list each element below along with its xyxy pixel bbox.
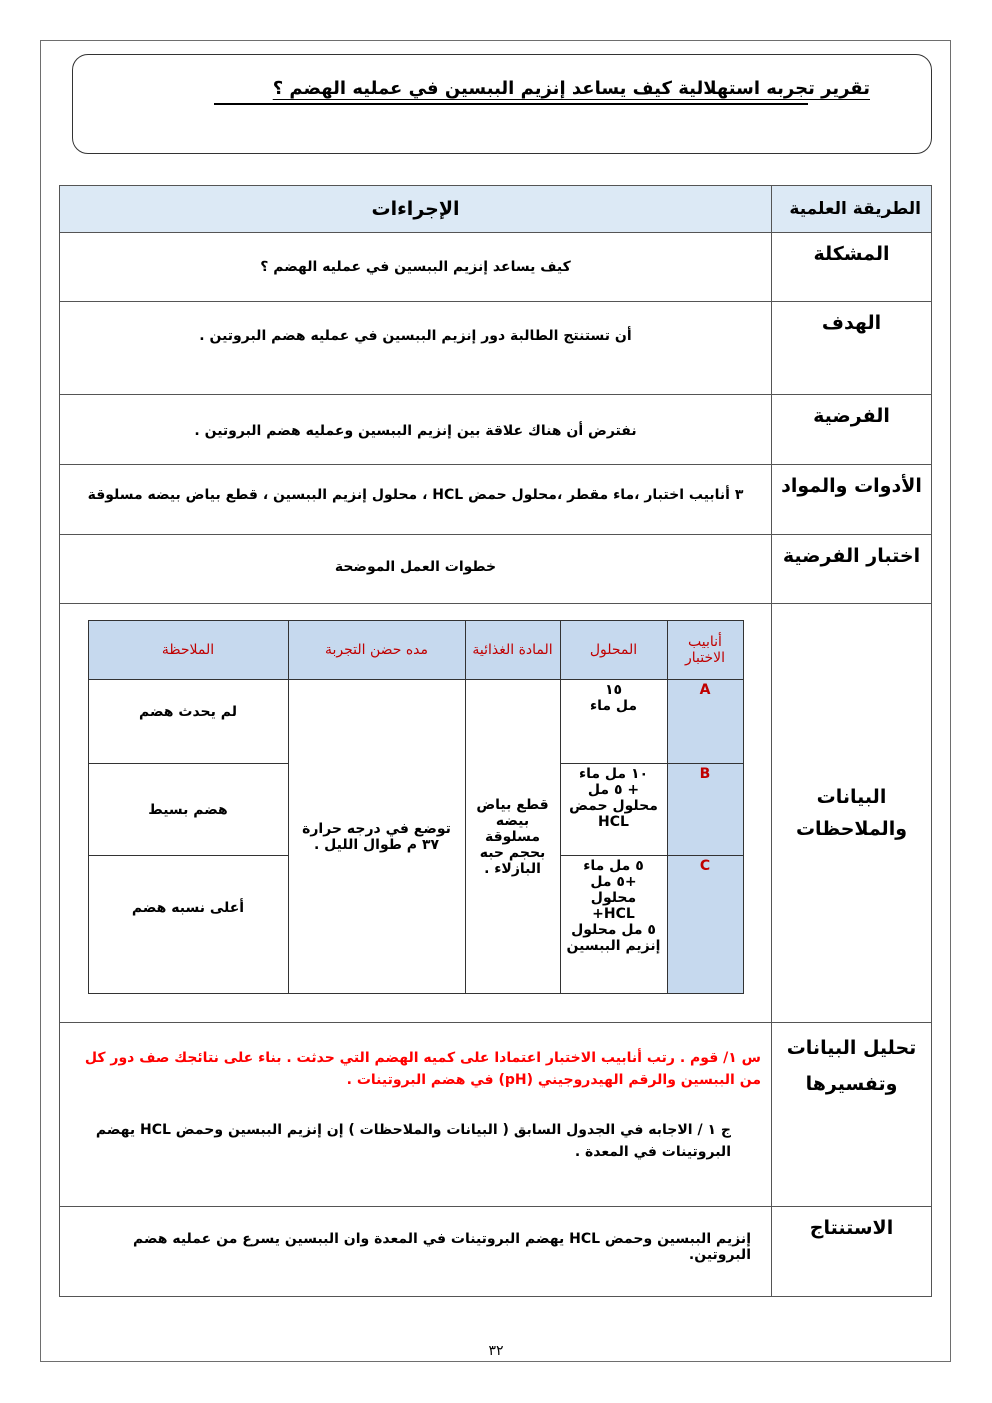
- incubation-line: ٣٧ م طوال الليل .: [313, 836, 440, 853]
- solution-header: المحلول: [560, 621, 667, 680]
- data-label: [772, 604, 932, 1023]
- conclusion-label: الاستنتاج: [772, 1207, 932, 1297]
- solution-line: ٥ مل محلول: [571, 922, 656, 938]
- tube-c-observation: أعلى نسبه هضم: [88, 856, 288, 994]
- tools-text: ٣ أنابيب اختبار ،ماء مقطر ،محلول حمض HCL ، محلول إنزيم الببسين ، قطع بياض بيضه مسلوقة: [60, 465, 772, 535]
- tube-a-solution: [560, 680, 667, 764]
- solution-line: HCL: [598, 814, 629, 830]
- solution-line: +٥ مل: [590, 874, 637, 890]
- goal-text: أن تستنتج الطالبة دور إنزيم الببسين في عمليه هضم البروتين .: [60, 302, 772, 395]
- solution-line: إنزيم الببسين: [566, 938, 661, 954]
- observations-table: [88, 620, 744, 994]
- data-label-line1: البيانات: [816, 786, 887, 808]
- analysis-label: [772, 1023, 932, 1207]
- food-cell: [465, 680, 560, 994]
- testing-label: اختبار الفرضية: [772, 535, 932, 604]
- incubation-cell: [288, 680, 465, 994]
- tube-b-label: B: [667, 764, 743, 856]
- solution-line: + ٥ مل: [587, 782, 640, 798]
- procedures-header: الإجراءات: [60, 186, 772, 233]
- food-line: البازلاء .: [484, 860, 541, 877]
- report-table: [59, 185, 932, 1297]
- table-row: [88, 680, 743, 764]
- page-number: ٣٢: [488, 1343, 504, 1359]
- tube-c-label: C: [667, 856, 743, 994]
- testing-text: خطوات العمل الموضحة: [60, 535, 772, 604]
- tubes-header: أنابيب الاختبار: [667, 621, 743, 680]
- tube-b-observation: هضم بسيط: [88, 764, 288, 856]
- solution-line: محلول حمض: [569, 798, 658, 814]
- food-line: مسلوقة: [484, 828, 541, 845]
- incubation-header: مده حضن التجربة: [288, 621, 465, 680]
- hypothesis-label: الفرضية: [772, 395, 932, 465]
- tube-a-label: A: [667, 680, 743, 764]
- page-title: تقرير تجربه استهلالية كيف يساعد إنزيم الببسين في عمليه الهضم ؟: [272, 78, 870, 99]
- tube-b-solution: [560, 764, 667, 856]
- conclusion-text: إنزيم الببسين وحمض HCL يهضم البروتينات في المعدة وان الببسين يسرع من عمليه هضم البروتين.: [60, 1207, 772, 1297]
- incubation-line: توضع في درجه حرارة: [302, 820, 451, 837]
- tube-c-solution: [560, 856, 667, 994]
- solution-line: HCL+: [592, 906, 635, 922]
- method-header: الطريقة العلمية: [772, 186, 932, 233]
- food-header: المادة الغذائية: [465, 621, 560, 680]
- problem-text: كيف يساعد إنزيم الببسين في عمليه الهضم ؟: [60, 233, 772, 302]
- solution-line: ١٥: [604, 682, 623, 698]
- solution-line: مل ماء: [589, 698, 638, 714]
- food-line: بيضه: [495, 812, 530, 829]
- tools-label: الأدوات والمواد: [772, 465, 932, 535]
- data-cell: [60, 604, 772, 1023]
- solution-line: ٥ مل ماء: [583, 858, 644, 874]
- analysis-cell: [60, 1023, 772, 1207]
- solution-line: ١٠ مل ماء: [578, 766, 649, 782]
- problem-label: المشكلة: [772, 233, 932, 302]
- food-line: قطع بياض: [476, 796, 549, 813]
- analysis-question: س ١/ قوم . رتب أنابيب الاختبار اعتمادا على كميه الهضم التي حدثت . بناء على نتائجك صف دور كل من الببسين والرقم الهيدروجيني (pH) في هضم البروتينات .: [84, 1050, 761, 1088]
- analysis-label-line2: وتفسيرها: [805, 1073, 898, 1095]
- analysis-answer: ج ١ / الاجابه في الجدول السابق ( البيانات والملاحظات ) إن إنزيم الببسين وحمض HCL يهضم البروتينات في المعدة .: [95, 1122, 731, 1160]
- tube-a-observation: لم يحدث هضم: [88, 680, 288, 764]
- data-label-line2: والملاحظات: [795, 818, 908, 840]
- analysis-label-line1: تحليل البيانات: [786, 1037, 917, 1059]
- hypothesis-text: نفترض أن هناك علاقة بين إنزيم الببسين وعمليه هضم البروتين .: [60, 395, 772, 465]
- food-line: بحجم حبه: [479, 844, 546, 861]
- goal-label: الهدف: [772, 302, 932, 395]
- solution-line: محلول: [590, 890, 637, 906]
- observation-header: الملاحظة: [88, 621, 288, 680]
- title-underline: [214, 103, 808, 105]
